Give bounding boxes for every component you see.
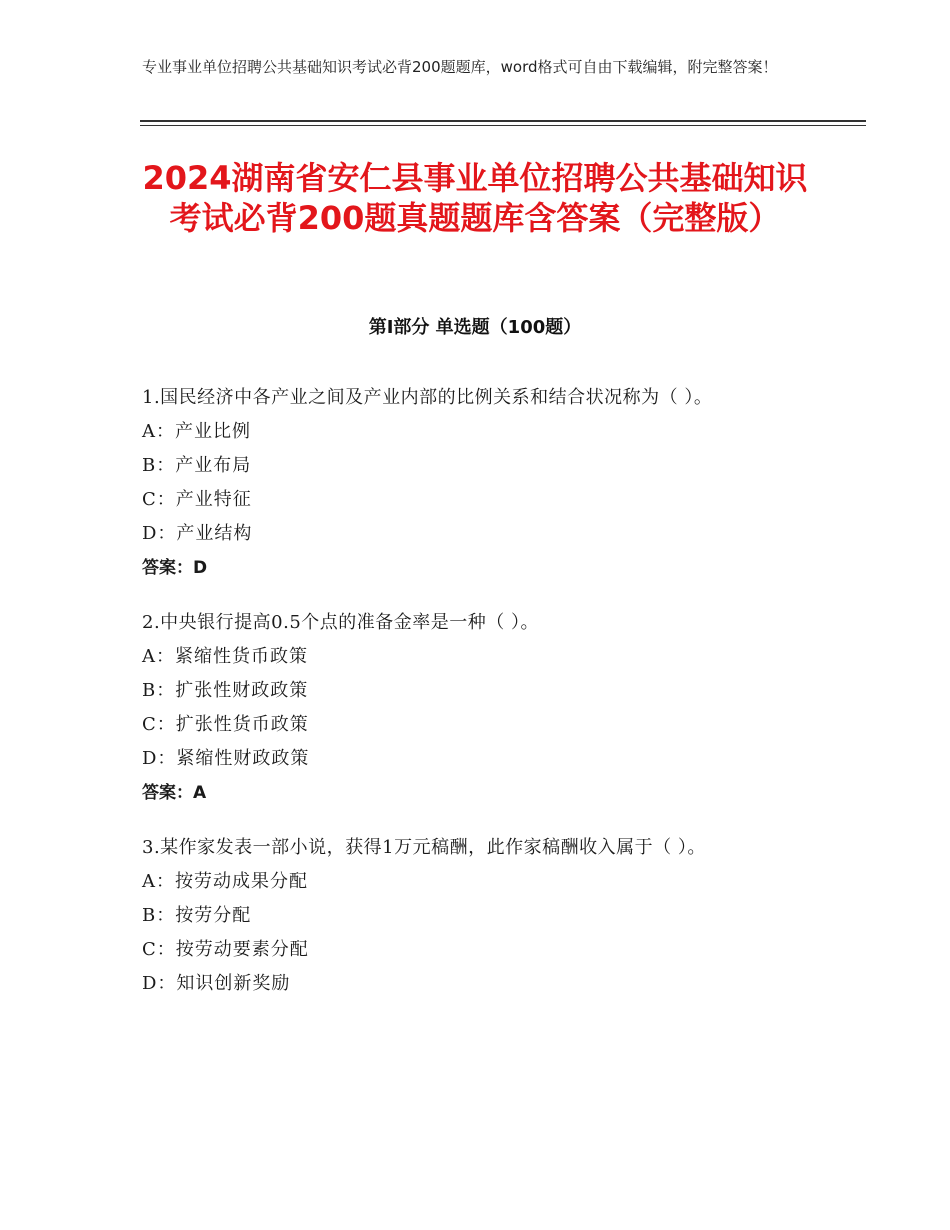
option-d: D：知识创新奖励 <box>142 973 291 994</box>
document-title: 2024湖南省安仁县事业单位招聘公共基础知识考试必背200题真题题库含答案（完整版） <box>142 159 808 237</box>
question-1 <box>142 384 812 581</box>
question-3 <box>142 834 812 997</box>
question-stem: 1.国民经济中各产业之间及产业内部的比例关系和结合状况称为（ ）。 <box>142 387 713 408</box>
header-divider-thick <box>140 120 866 122</box>
option-b: B：产业布局 <box>142 455 252 476</box>
option-c: C：扩张性货币政策 <box>142 714 309 735</box>
option-b: B：扩张性财政政策 <box>142 680 309 701</box>
question-stem: 2.中央银行提高0.5个点的准备金率是一种（ ）。 <box>142 612 540 633</box>
option-c: C：按劳动要素分配 <box>142 939 309 960</box>
header-note: 专业事业单位招聘公共基础知识考试必背200题题库，word格式可自由下载编辑，附完整答案！ <box>142 58 778 76</box>
question-list <box>142 384 812 1025</box>
option-d: D：产业结构 <box>142 523 253 544</box>
header-divider-thin <box>140 125 866 126</box>
question-stem: 3.某作家发表一部小说，获得1万元稿酬，此作家稿酬收入属于（ ）。 <box>142 837 706 858</box>
option-a: A：紧缩性货币政策 <box>142 646 308 667</box>
answer: 答案：A <box>142 783 207 803</box>
section-heading: 第Ⅰ部分 单选题（100题） <box>368 317 582 338</box>
option-c: C：产业特征 <box>142 489 252 510</box>
option-b: B：按劳分配 <box>142 905 252 926</box>
option-a: A：按劳动成果分配 <box>142 871 308 892</box>
option-d: D：紧缩性财政政策 <box>142 748 310 769</box>
option-a: A：产业比例 <box>142 421 251 442</box>
answer: 答案：D <box>142 558 208 578</box>
question-2 <box>142 609 812 806</box>
